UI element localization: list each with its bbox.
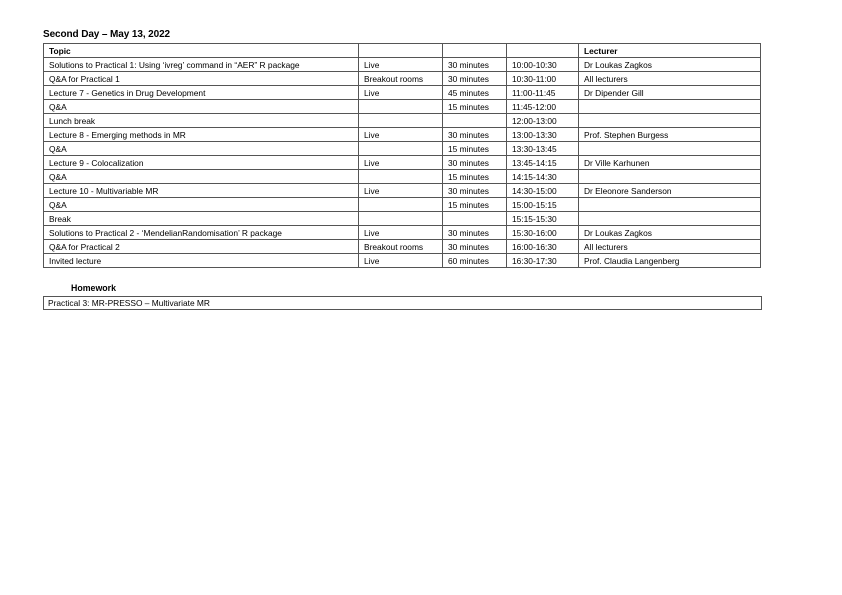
cell-duration: 30 minutes bbox=[443, 72, 507, 86]
table-row bbox=[44, 114, 761, 128]
cell-lecturer: Prof. Stephen Burgess bbox=[579, 128, 761, 142]
table-row bbox=[44, 170, 761, 184]
table-row bbox=[44, 72, 761, 86]
cell-duration: 30 minutes bbox=[443, 128, 507, 142]
cell-mode bbox=[359, 142, 443, 156]
cell-lecturer bbox=[579, 170, 761, 184]
cell-time: 10:00-10:30 bbox=[507, 58, 579, 72]
cell-time: 12:00-13:00 bbox=[507, 114, 579, 128]
cell-topic: Lecture 10 - Multivariable MR bbox=[44, 184, 359, 198]
cell-topic: Q&A for Practical 1 bbox=[44, 72, 359, 86]
cell-duration: 60 minutes bbox=[443, 254, 507, 268]
cell-duration: 30 minutes bbox=[443, 240, 507, 254]
cell-lecturer: Dr Eleonore Sanderson bbox=[579, 184, 761, 198]
page-title: Second Day – May 13, 2022 bbox=[43, 29, 171, 40]
cell-lecturer bbox=[579, 142, 761, 156]
cell-duration: 15 minutes bbox=[443, 198, 507, 212]
table-row bbox=[44, 226, 761, 240]
header-mode bbox=[359, 44, 443, 58]
table-row bbox=[44, 240, 761, 254]
cell-mode: Live bbox=[359, 184, 443, 198]
header-topic: Topic bbox=[44, 44, 359, 58]
cell-mode bbox=[359, 198, 443, 212]
cell-lecturer: Dr Loukas Zagkos bbox=[579, 58, 761, 72]
cell-duration: 15 minutes bbox=[443, 142, 507, 156]
table-row bbox=[44, 212, 761, 226]
cell-lecturer: Dr Ville Karhunen bbox=[579, 156, 761, 170]
cell-topic: Solutions to Practical 2 - ‘MendelianRandomisation’ R package bbox=[44, 226, 359, 240]
homework-item: Practical 3: MR-PRESSO – Multivariate MR bbox=[43, 296, 762, 310]
cell-duration: 30 minutes bbox=[443, 184, 507, 198]
header-lecturer: Lecturer bbox=[579, 44, 761, 58]
table-row bbox=[44, 142, 761, 156]
cell-time: 15:30-16:00 bbox=[507, 226, 579, 240]
header-duration bbox=[443, 44, 507, 58]
cell-mode: Live bbox=[359, 86, 443, 100]
table-row bbox=[44, 198, 761, 212]
cell-lecturer: All lecturers bbox=[579, 240, 761, 254]
cell-topic: Q&A bbox=[44, 170, 359, 184]
cell-duration: 30 minutes bbox=[443, 156, 507, 170]
cell-duration: 15 minutes bbox=[443, 100, 507, 114]
cell-mode bbox=[359, 212, 443, 226]
table-header-row bbox=[44, 44, 761, 58]
cell-time: 14:15-14:30 bbox=[507, 170, 579, 184]
cell-time: 15:15-15:30 bbox=[507, 212, 579, 226]
cell-lecturer bbox=[579, 100, 761, 114]
cell-time: 10:30-11:00 bbox=[507, 72, 579, 86]
schedule-table bbox=[43, 43, 761, 268]
cell-mode: Breakout rooms bbox=[359, 240, 443, 254]
cell-mode: Live bbox=[359, 226, 443, 240]
cell-mode: Live bbox=[359, 128, 443, 142]
cell-topic: Q&A bbox=[44, 198, 359, 212]
cell-lecturer: All lecturers bbox=[579, 72, 761, 86]
cell-topic: Q&A for Practical 2 bbox=[44, 240, 359, 254]
table-row bbox=[44, 156, 761, 170]
cell-topic: Break bbox=[44, 212, 359, 226]
cell-lecturer bbox=[579, 114, 761, 128]
cell-time: 11:00-11:45 bbox=[507, 86, 579, 100]
cell-topic: Solutions to Practical 1: Using ‘ivreg’ command in “AER” R package bbox=[44, 58, 359, 72]
cell-duration bbox=[443, 114, 507, 128]
cell-mode bbox=[359, 100, 443, 114]
cell-time: 13:45-14:15 bbox=[507, 156, 579, 170]
table-row bbox=[44, 86, 761, 100]
cell-mode: Live bbox=[359, 254, 443, 268]
table-row bbox=[44, 100, 761, 114]
cell-topic: Lecture 8 - Emerging methods in MR bbox=[44, 128, 359, 142]
cell-duration: 15 minutes bbox=[443, 170, 507, 184]
cell-topic: Q&A bbox=[44, 142, 359, 156]
cell-lecturer bbox=[579, 212, 761, 226]
cell-duration: 30 minutes bbox=[443, 226, 507, 240]
cell-duration: 30 minutes bbox=[443, 58, 507, 72]
cell-mode bbox=[359, 114, 443, 128]
cell-time: 11:45-12:00 bbox=[507, 100, 579, 114]
table-row bbox=[44, 254, 761, 268]
cell-topic: Lunch break bbox=[44, 114, 359, 128]
cell-mode: Live bbox=[359, 156, 443, 170]
cell-lecturer: Dr Loukas Zagkos bbox=[579, 226, 761, 240]
cell-lecturer: Dr Dipender Gill bbox=[579, 86, 761, 100]
cell-duration: 45 minutes bbox=[443, 86, 507, 100]
cell-duration bbox=[443, 212, 507, 226]
cell-topic: Lecture 7 - Genetics in Drug Development bbox=[44, 86, 359, 100]
cell-lecturer: Prof. Claudia Langenberg bbox=[579, 254, 761, 268]
cell-time: 14:30-15:00 bbox=[507, 184, 579, 198]
cell-time: 15:00-15:15 bbox=[507, 198, 579, 212]
cell-topic: Q&A bbox=[44, 100, 359, 114]
cell-lecturer bbox=[579, 198, 761, 212]
homework-title: Homework bbox=[71, 283, 116, 293]
cell-mode: Live bbox=[359, 58, 443, 72]
header-time bbox=[507, 44, 579, 58]
table-row bbox=[44, 184, 761, 198]
cell-mode bbox=[359, 170, 443, 184]
cell-topic: Lecture 9 - Colocalization bbox=[44, 156, 359, 170]
cell-time: 13:30-13:45 bbox=[507, 142, 579, 156]
cell-time: 16:00-16:30 bbox=[507, 240, 579, 254]
cell-topic: Invited lecture bbox=[44, 254, 359, 268]
table-row bbox=[44, 58, 761, 72]
cell-mode: Breakout rooms bbox=[359, 72, 443, 86]
schedule-body bbox=[44, 58, 761, 268]
table-row bbox=[44, 128, 761, 142]
cell-time: 16:30-17:30 bbox=[507, 254, 579, 268]
cell-time: 13:00-13:30 bbox=[507, 128, 579, 142]
